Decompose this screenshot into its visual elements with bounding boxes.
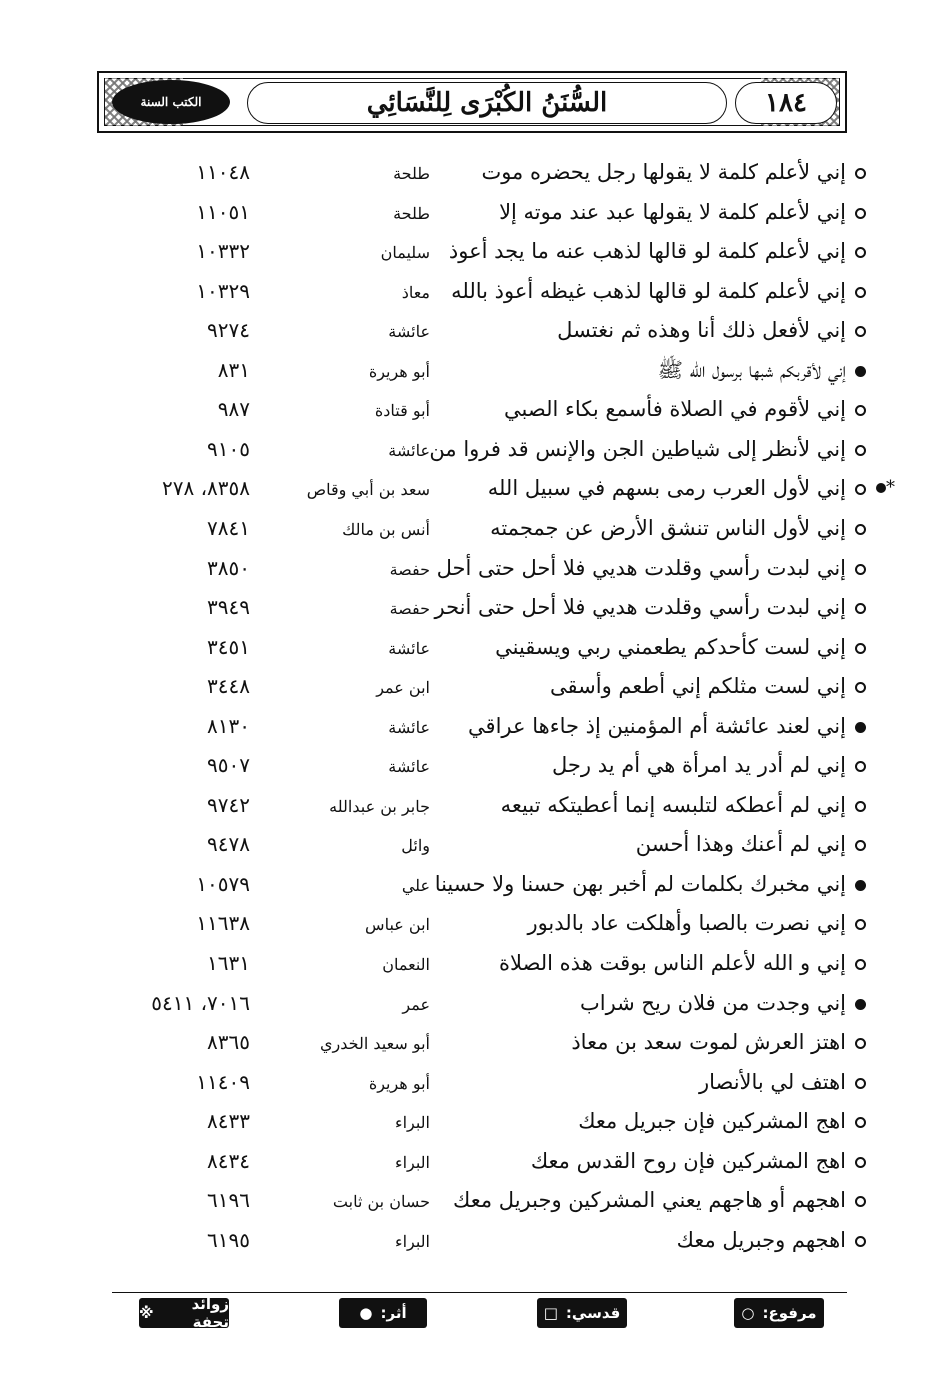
asterisk-icon: *: [886, 477, 895, 499]
hadith-incipit: اهج المشركين فإن جبريل معك: [578, 1109, 846, 1134]
book-title: [247, 82, 727, 124]
hadith-reference-number: ٨٤٣٤: [207, 1148, 250, 1173]
marfu-marker-icon: [855, 326, 866, 337]
narrator-name: البراء: [395, 1152, 430, 1172]
narrator-name: عائشة: [388, 440, 430, 460]
index-entry: [0, 355, 946, 395]
narrator-name: طلحة: [393, 203, 430, 223]
legend-marfu: [734, 1298, 824, 1328]
legend-qudsi-label: قدسي:: [565, 1304, 621, 1322]
index-entry: [0, 750, 946, 790]
hadith-reference-number: ٧٠١٦، ٥٤١١: [151, 990, 250, 1015]
legend-zawaid-label: زوائد تحفة: [191, 1295, 229, 1331]
index-entry: [0, 157, 946, 197]
marfu-marker-icon: [855, 1078, 866, 1089]
narrator-name: ابن عمر: [376, 678, 430, 698]
legend-zawaid-symbol: ※: [139, 1304, 154, 1322]
marfu-marker-icon: [855, 564, 866, 575]
hadith-reference-number: ٣٩٤٩: [207, 595, 250, 620]
narrator-name: أبو قتادة: [374, 401, 430, 421]
index-entry: [0, 948, 946, 988]
legend-zawaid: [139, 1295, 229, 1331]
marfu-marker-icon: [855, 247, 866, 258]
hadith-incipit: إني لأعلم كلمة لو قالها لذهب غيظه أعوذ بالله: [451, 278, 846, 303]
hadith-incipit: إني لم أعنك وهذا أحسن: [635, 832, 846, 857]
hadith-reference-number: ٩١٠٥: [207, 436, 250, 461]
narrator-name: ابن عباس: [365, 915, 430, 935]
narrator-name: البراء: [395, 1231, 430, 1251]
emblem-text: الكتب السنة: [140, 95, 202, 109]
marfu-marker-icon: [855, 445, 866, 456]
hadith-incipit: اهجهم أو هاجهم يعني المشركين وجبريل معك: [453, 1188, 846, 1213]
narrator-name: حفصة: [389, 599, 430, 619]
index-entry: [0, 671, 946, 711]
narrator-name: البراء: [395, 1113, 430, 1133]
athar-marker-icon: [855, 999, 866, 1010]
marfu-marker-icon: [855, 643, 866, 654]
hadith-incipit: إني لست مثلكم إني أطعم وأسقى: [550, 674, 846, 699]
legend-marfu-label: مرفوع:: [762, 1304, 817, 1322]
narrator-name: عائشة: [388, 322, 430, 342]
hadith-reference-number: ٩٥٠٧: [207, 753, 250, 778]
hadith-reference-number: ٨٣٥٨، ٢٧٨: [161, 476, 250, 501]
hadith-reference-number: ١١٤٠٩: [196, 1069, 250, 1094]
index-entry: [0, 988, 946, 1028]
hadith-incipit: إني و الله لأعلم الناس بوقت هذه الصلاة: [499, 951, 846, 975]
hadith-reference-number: ٣٤٥١: [207, 634, 250, 659]
hadith-incipit: إني لأفعل ذلك أنا وهذه ثم نغتسل: [557, 318, 846, 343]
page-header: [97, 71, 847, 133]
book-title-text: السُّنَنُ الكُبْرَى لِلنَّسَائِي: [366, 88, 608, 118]
hadith-incipit: إني لعند عائشة أم المؤمنين إذ جاءها عراقي: [468, 713, 846, 738]
narrator-name: معاذ: [401, 282, 430, 302]
hadith-incipit: إني لبدت رأسي وقلدت هديي فلا أحل حتى أنحر: [434, 595, 846, 620]
marfu-marker-icon: [855, 801, 866, 812]
hadith-reference-number: ١١٠٥١: [196, 199, 250, 224]
marfu-marker-icon: [855, 1038, 866, 1049]
index-entry: [0, 434, 946, 474]
hadith-incipit: إني لأقوم في الصلاة فأسمع بكاء الصبي: [504, 397, 846, 422]
marfu-marker-icon: [855, 603, 866, 614]
hadith-reference-number: ١٦٣١: [207, 951, 250, 975]
hadith-incipit: إني لم أعطكه لتلبسه إنما أعطيتكه تبيعه: [500, 792, 846, 817]
page-number: [735, 82, 837, 124]
hadith-reference-number: ٧٨٤١: [207, 515, 250, 540]
footer-divider: [112, 1292, 847, 1293]
legend-marfu-symbol: ○: [741, 1304, 755, 1322]
hadith-reference-number: ٨٤٣٣: [207, 1109, 250, 1134]
index-entry: [0, 1146, 946, 1186]
hadith-incipit: إني لأعلم كلمة لا يقولها رجل يحضره موت: [481, 160, 846, 184]
marfu-marker-icon: [855, 484, 866, 495]
athar-marker-icon: [855, 366, 866, 377]
index-entry: [0, 276, 946, 316]
marfu-marker-icon: [855, 959, 866, 970]
narrator-name: أنس بن مالك: [342, 519, 430, 539]
hadith-incipit: إني لأعلم كلمة لو قالها لذهب عنه ما يجد أعوذ: [448, 239, 846, 264]
book-emblem: [107, 78, 235, 126]
hadith-incipit: إني لأنظر إلى شياطين الجن والإنس قد فروا من: [429, 436, 846, 461]
hadith-reference-number: ٩٨٧: [217, 397, 250, 422]
hadith-incipit: إني لبدت رأسي وقلدت هديي فلا أحل حتى أحل: [436, 555, 846, 580]
marfu-marker-icon: [855, 1157, 866, 1168]
hadith-incipit: إني لست كأحدكم يطعمني ربي ويسقيني: [495, 634, 846, 659]
hadith-reference-number: ١٠٥٧٩: [196, 871, 250, 896]
hadith-incipit: إني نصرت بالصبا وأهلكت عاد بالدبور: [527, 911, 846, 936]
narrator-name: حسان بن ثابت: [332, 1192, 430, 1212]
index-entry: [0, 315, 946, 355]
hadith-incipit: اهتف لي بالأنصار: [698, 1069, 846, 1094]
hadith-incipit: اهج المشركين فإن روح القدس معك: [530, 1148, 846, 1173]
hadith-incipit: إني لأول الناس تنشق الأرض عن جمجمته: [490, 515, 846, 540]
narrator-name: عمر: [402, 994, 430, 1014]
hadith-reference-number: ٩٤٧٨: [207, 832, 250, 857]
emblem-oval: [112, 80, 230, 124]
index-entry: [0, 1067, 946, 1107]
narrator-name: عائشة: [388, 638, 430, 658]
hadith-incipit: اهتز العرش لموت سعد بن معاذ: [571, 1030, 846, 1055]
page-number-text: ١٨٤: [765, 88, 807, 118]
index-entry: [0, 394, 946, 434]
index-entry: [0, 197, 946, 237]
marfu-marker-icon: [855, 840, 866, 851]
marfu-marker-icon: [855, 1196, 866, 1207]
legend-qudsi: [537, 1298, 627, 1328]
athar-marker-icon: [855, 722, 866, 733]
index-entry: [0, 236, 946, 276]
hadith-incipit: إني لم أدر يد امرأة هي أم يد رجل: [552, 753, 846, 778]
index-entry: [0, 1225, 946, 1265]
marfu-marker-icon: [855, 1236, 866, 1247]
marfu-marker-icon: [855, 1117, 866, 1128]
narrator-name: حفصة: [389, 559, 430, 579]
hadith-reference-number: ٦١٩٦: [207, 1188, 250, 1213]
index-entry: [0, 1027, 946, 1067]
index-entry: [0, 632, 946, 672]
hadith-reference-number: ١١٦٣٨: [196, 911, 250, 936]
hadith-incipit: إني مخبرك بكلمات لم أخبر بهن حسنا ولا حسينا: [434, 871, 846, 896]
hadith-incipit: إني لأعلم كلمة لا يقولها عبد عند موته إلا: [499, 199, 846, 224]
hadith-reference-number: ٦١٩٥: [207, 1227, 250, 1252]
narrator-name: علي: [401, 875, 430, 895]
zawaid-marker: [870, 473, 895, 503]
hadith-reference-number: ٨٣١: [217, 357, 250, 382]
marfu-marker-icon: [855, 168, 866, 179]
marfu-marker-icon: [855, 682, 866, 693]
narrator-name: أبو هريرة: [368, 361, 430, 381]
index-entry: [0, 829, 946, 869]
hadith-reference-number: ٣٨٥٠: [207, 555, 250, 580]
index-entry: [0, 1185, 946, 1225]
index-entry: [0, 869, 946, 909]
index-entry: [0, 908, 946, 948]
marfu-marker-icon: [855, 287, 866, 298]
marfu-marker-icon: [855, 524, 866, 535]
legend-qudsi-symbol: □: [543, 1304, 558, 1322]
index-entry: [0, 711, 946, 751]
hadith-incipit: إني لأقربكم شبها برسول الله ﷺ: [657, 357, 846, 382]
narrator-name: أبو هريرة: [368, 1073, 430, 1093]
hadith-reference-number: ٩٧٤٢: [207, 792, 250, 817]
hadith-incipit: إني وجدت من فلان ريح شراب: [579, 990, 846, 1015]
marfu-marker-icon: [855, 761, 866, 772]
narrator-name: النعمان: [382, 955, 430, 974]
narrator-name: سعد بن أبي وقاص: [306, 480, 430, 500]
index-entry: [0, 790, 946, 830]
hadith-reference-number: ١٠٣٣٢: [196, 239, 250, 264]
hadith-incipit: اهجهم وجبريل معك: [676, 1227, 846, 1252]
narrator-name: سليمان: [380, 243, 430, 263]
hadith-reference-number: ٣٤٤٨: [207, 674, 250, 699]
narrator-name: جابر بن عبدالله: [329, 796, 430, 816]
athar-marker-icon: [855, 880, 866, 891]
marfu-marker-icon: [855, 919, 866, 930]
legend-athar-label: أثر:: [380, 1304, 407, 1322]
narrator-name: طلحة: [393, 164, 430, 183]
legend-athar-symbol: ●: [359, 1304, 373, 1322]
hadith-reference-number: ١١٠٤٨: [196, 160, 250, 184]
hadith-reference-number: ٨٣٦٥: [207, 1030, 250, 1055]
narrator-name: عائشة: [388, 757, 430, 777]
narrator-name: عائشة: [388, 717, 430, 737]
hadith-reference-number: ٩٢٧٤: [207, 318, 250, 343]
index-entry: [0, 513, 946, 553]
marfu-marker-icon: [855, 405, 866, 416]
index-entry: [0, 473, 946, 513]
hadith-reference-number: ١٠٣٢٩: [196, 278, 250, 303]
hadith-incipit: إني لأول العرب رمى بسهم في سبيل الله: [487, 476, 846, 501]
index-entry: [0, 592, 946, 632]
legend-athar: [339, 1298, 427, 1328]
narrator-name: وائل: [401, 836, 430, 856]
index-entry: [0, 553, 946, 593]
narrator-name: أبو سعيد الخدري: [320, 1034, 430, 1054]
marfu-marker-icon: [855, 208, 866, 219]
hadith-reference-number: ٨١٣٠: [207, 713, 250, 738]
athar-marker-icon: [876, 483, 886, 493]
index-entry: [0, 1106, 946, 1146]
